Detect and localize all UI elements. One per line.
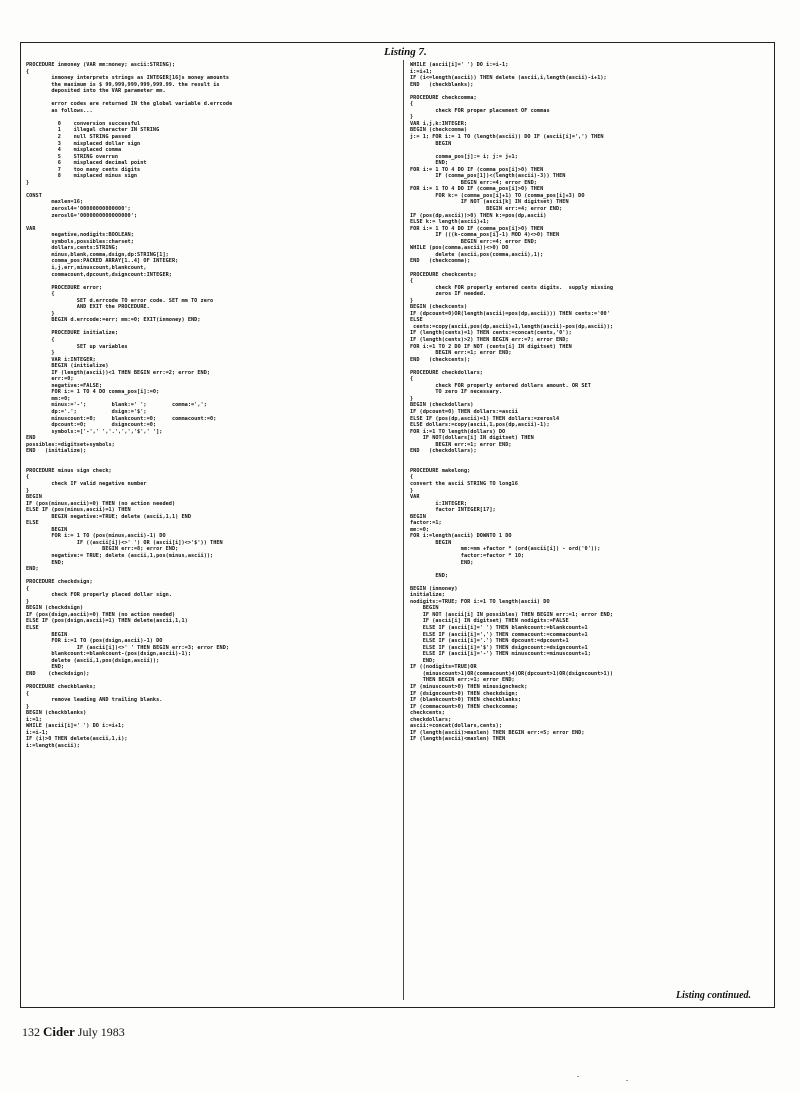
magazine-logo: Cider [43,1024,75,1039]
scan-speck [577,1076,579,1077]
column-divider [403,60,404,1000]
page-footer [22,1024,125,1040]
scan-speck [626,1080,628,1081]
code-column-left: PROCEDURE inmoney (VAR mm:money; ascii:STRING); { inmoney interprets strings as INTEGER[16]s money amounts the maximum is $ 99,999,999,999,999.99. the result is deposited into the VAR parameter mm. error codes are returned IN the global variable d.errcode as follows... 0 conversion successful 1 illegal character IN STRING 2 null STRING passed 3 misplaced dollar sign 4 misplaced comma 5 STRING overrun 6 misplaced decimal point 7 too many cents digits 8 misplaced minus sign } CONST maxlen=16; zerosl4='00000000000000'; zerosl6='0000000000000000'; VAR negative,nodigits:BOOLEAN; symbols,possibles:charset; dollars,cents:STRING; minus,blank,comma,dsign,dp:STRING[1]; comma_pos:PACKED ARRAY[1..4] OF INTEGER; i,j,err,minuscount,blankcount, commacount,dpcount,dsigncount:INTEGER; PROCEDURE error; { SET d.errcode TO error code. SET mm TO zero AND EXIT the PROCEDURE. } BEGIN d.errcode:=err; mm:=0; EXIT(inmoney) END; PROCEDURE initialize; { SET up variables } VAR i:INTEGER; BEGIN (initialize) IF (length(ascii))<1 THEN BEGIN err:=2; error END; err:=0; negative:=FALSE; FOR i:= 1 TO 4 DO comma_pos[i]:=0; mm:=0; minus:='-'; blank:=' '; comma:=','; dp:='.'; dsign:='$'; minuscount:=0; blankcount:=0; commacount:=0; dpcount:=0; dsigncount:=0; symbols:=['-',' ','.',',','$',' ']; END possibles:=digitset+symbols; END (initialize); PROCEDURE minus sign check; { check IF valid negative number } BEGIN IF (pos(minus,ascii)=0) THEN (no action needed) ELSE IF (pos(minus,ascii)=1) THEN BEGIN negative:=TRUE; delete (ascii,1,1) END ELSE BEGIN FOR i:= 1 TO (pos(minus,ascii)-1) DO IF ((ascii[i])<>' ') OR (ascii[i])<>'$')) THEN BEGIN err:=8; error END; negative:= TRUE; delete (ascii,1,pos(minus,ascii)); END; END; PROCEDURE checkdsign; { check FOR properly placed dollar sign. } BEGIN (checkdsign) IF (pos(dsign,ascii)=0) THEN (no action needed) ELSE IF (pos(dsign,ascii)=1) THEN delete(ascii,1,1) ELSE BEGIN FOR i:=1 TO (pos(dsign,ascii)-1) DO IF (ascii[i])<>' ' THEN BEGIN err:=3; error END; blankcount:=blankcount-(pos(dsign,ascii)-1); delete (ascii,1,pos(dsign,ascii)); END; END (checkdsign); PROCEDURE checkblanks; { remove leading AND trailing blanks. } BEGIN (checkblanks) i:=1; WHILE (ascii[i]=' ') DO i:=i+1; i:=i-1; IF (i)>0 THEN delete(ascii,1,i); i:=length(ascii); [26,62,233,749]
listing-heading: Listing 7. [384,46,427,58]
listing-continued-note: Listing continued. [676,990,752,1001]
code-column-right: WHILE (ascii[i]=' ') DO i:=i-1; i:=i+1; IF (i<=length(ascii)) THEN delete (ascii,i,length(ascii)-i+1); END (checkblanks); PROCEDURE checkcomma; { check FOR proper placement OF commas } VAR i,j,k:INTEGER; BEGIN (checkcomma) j:= 1; FOR i:= 1 TO (length(ascii)) DO IF (ascii[i]=',') THEN BEGIN comma_pos[j]:= i; j:= j+1; END; FOR i:= 1 TO 4 DO IF (comma_pos[i]>0) THEN IF (comma_pos[1])<(length(ascii)-3)) THEN BEGIN err:=4; error END; FOR i:= 1 TO 4 DO IF (comma_pos[i]>0) THEN FOR k:= (comma_pos[i]+1) TO (comma_pos[i]+3) DO IF NOT (ascii[k] IN digitset) THEN BEGIN err:=4; error END; IF (pos(dp,ascii))>0) THEN k:=pos(dp,ascii) ELSE k:= length(ascii)+1; FOR i:= 1 TO 4 DO IF (comma_pos[i]>0) THEN IF (((k-comma_pos[i]-1) MOD 4)<>0) THEN BEGIN err:=4; error END; WHILE (pos(comma,ascii))<>0) DO delete (ascii,pos(comma,ascii),1); END (checkcomma); PROCEDURE checkcents; { check FOR properly entered cents digits. supply missing zeros IF needed. } BEGIN (checkcents) IF (dpcount=0)OR(length(ascii)=pos(dp,ascii))) THEN cents:='00' ELSE cents:=copy(ascii,pos(dp,ascii)+1,length(ascii)-pos(dp,ascii)); IF (length(cents)=1) THEN cents:=concat(cents,'0'); IF (length(cents)>2) THEN BEGIN err:=7; error END; FOR i:=1 TO 2 DO IF NOT (cents[i] IN digitset) THEN BEGIN err:=1; error END; END (checkcents); PROCEDURE checkdollars; { check FOR properly entered dollars amount. OR SET TO zero IF necessary. } BEGIN (checkdollars) IF (dpcount=0) THEN dollars:=ascii ELSE IF (pos(dp,ascii)=1) THEN dollars:=zerosl4 ELSE dollars:=copy(ascii,1,pos(dp,ascii)-1); FOR i:=1 TO length(dollars) DO IF NOT(dollars[i] IN digitset) THEN BEGIN err:=1; error END; END (checkdollars); PROCEDURE makelong; { convert the ascii STRING TO long16 } VAR i:INTEGER; factor INTEGER[17]; BEGIN factor:=1; mm:=0; FOR i:=length(ascii) DOWNTO 1 DO BEGIN mm:=mm +factor * (ord(ascii[i]) - ord('0')); factor:=factor * 10; END; END; BEGIN (inmoney) initialize; nodigits:=TRUE; FOR i:=1 TO length(ascii) DO BEGIN IF NOT (ascii[i] IN possibles) THEN BEGIN err:=1; error END; IF (ascii[i] IN digitset) THEN nodigits:=FALSE ELSE IF (ascii[i]=' ') THEN blankcount:=blankcount+1 ELSE IF (ascii[i]=',') THEN commacount:=commacount+1 ELSE IF (ascii[i]='.') THEN dpcount:=dpcount+1 ELSE IF (ascii[i]='$') THEN dsigncount:=dsigncount+1 ELSE IF (ascii[i]='-') THEN minuscount:=minuscount+1; END; IF ((nodigits=TRUE)OR (minuscount>1)OR(commacount)4)OR(dpcount>1)OR(dsigncount>1)) THEN BEGIN err:=1; error END; IF (minuscount>0) THEN minusigncheck; IF (dsigncount>0) THEN checkdsign; IF (blankcount>0) THEN checkblanks; IF (commacount>0) THEN checkcomma; checkcents; checkdollars; ascii:=concat(dollars,cents); IF (length(ascii)>maxlen) THEN BEGIN err:=5; error END; IF (length(ascii)<maxlen) THEN [410,62,614,743]
page-number: 132 [22,1025,40,1039]
issue-date: July 1983 [77,1025,125,1039]
